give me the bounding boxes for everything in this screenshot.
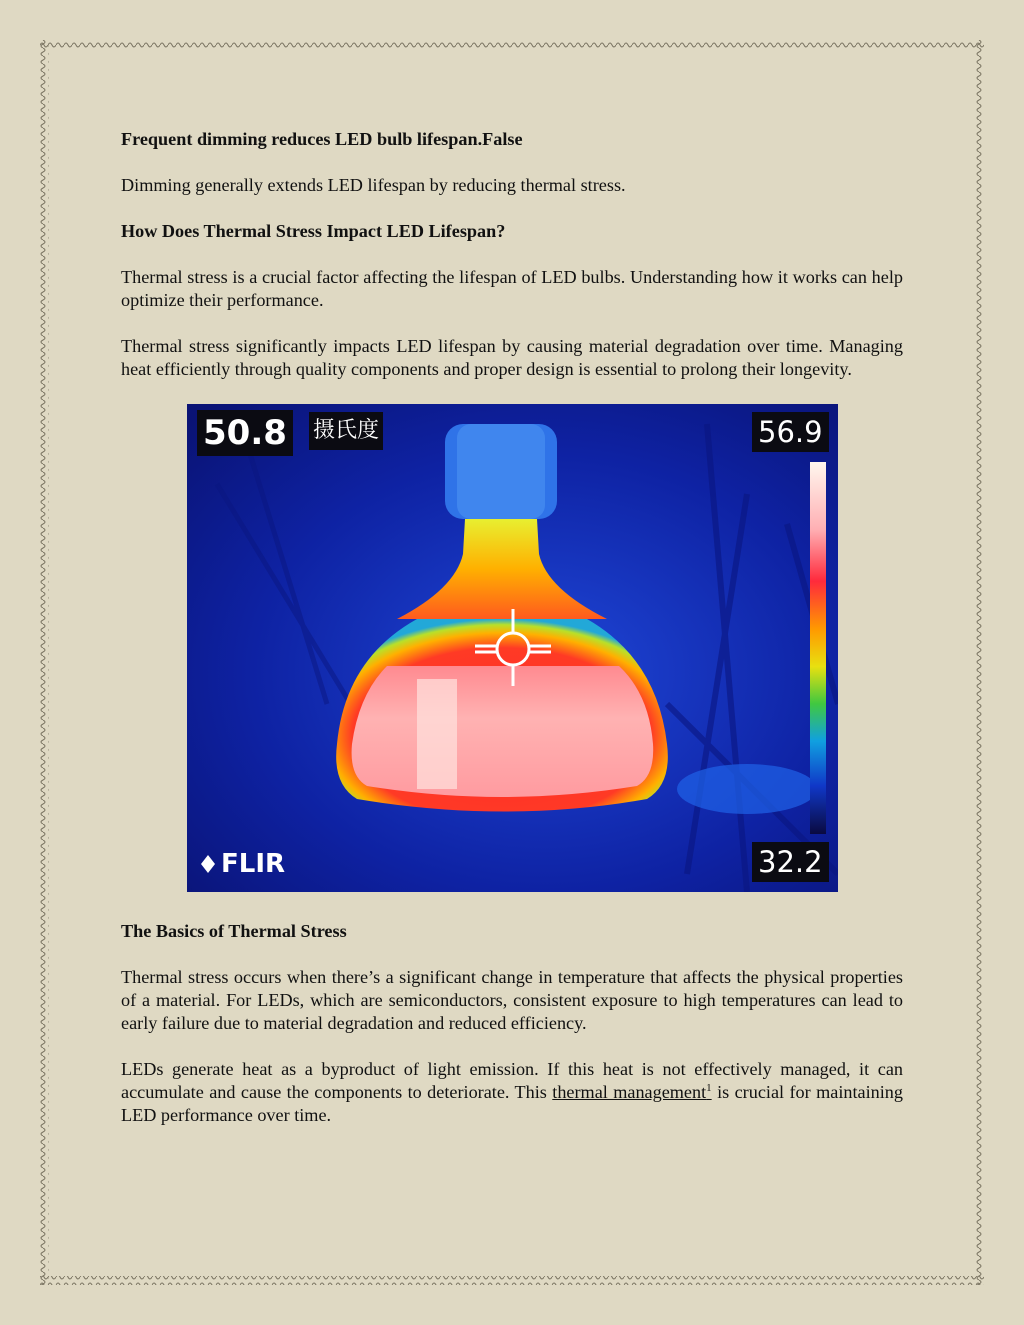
link-text[interactable]: thermal management xyxy=(552,1082,707,1102)
paragraph xyxy=(121,1058,903,1127)
brand-logo: FLIR xyxy=(221,849,286,879)
temperature-unit: 摄氏度 xyxy=(309,412,383,450)
thermal-management-link[interactable] xyxy=(552,1082,711,1102)
scale-max: 56.9 xyxy=(752,412,829,452)
claim-explanation: Dimming generally extends LED lifespan by reducing thermal stress. xyxy=(121,175,626,195)
thermal-image xyxy=(187,404,838,892)
section-heading: How Does Thermal Stress Impact LED Lifespan? xyxy=(121,221,506,241)
paragraph: Thermal stress occurs when there’s a significant change in temperature that affects the physical properties of a material. For LEDs, which are semiconductors, consistent exposure to high temperatures can lead to early failure due to material degradation and reduced efficiency. xyxy=(121,967,903,1033)
paragraph-text: LEDs generate heat as a byproduct of light emission. If this heat is not effectively managed, it can accumulate and cause the components to deteriorate. This xyxy=(121,1059,903,1102)
spot-temperature: 50.8 xyxy=(197,410,293,456)
paragraph: Thermal stress is a crucial factor affecting the lifespan of LED bulbs. Understanding how it works can help optimize their performance. xyxy=(121,267,903,310)
claim-statement: Frequent dimming reduces LED bulb lifespan.False xyxy=(121,129,523,149)
paragraph-text: is crucial for maintaining LED performance over time. xyxy=(121,1082,903,1125)
footnote-marker[interactable]: 1 xyxy=(706,1081,712,1094)
scale-min: 32.2 xyxy=(752,842,829,882)
paragraph: Thermal stress significantly impacts LED lifespan by causing material degradation over time. Managing heat efficiently through quality components and proper design is essential to prolong their longevity. xyxy=(121,336,903,379)
section-heading: The Basics of Thermal Stress xyxy=(121,921,347,941)
article-body xyxy=(121,128,903,1150)
